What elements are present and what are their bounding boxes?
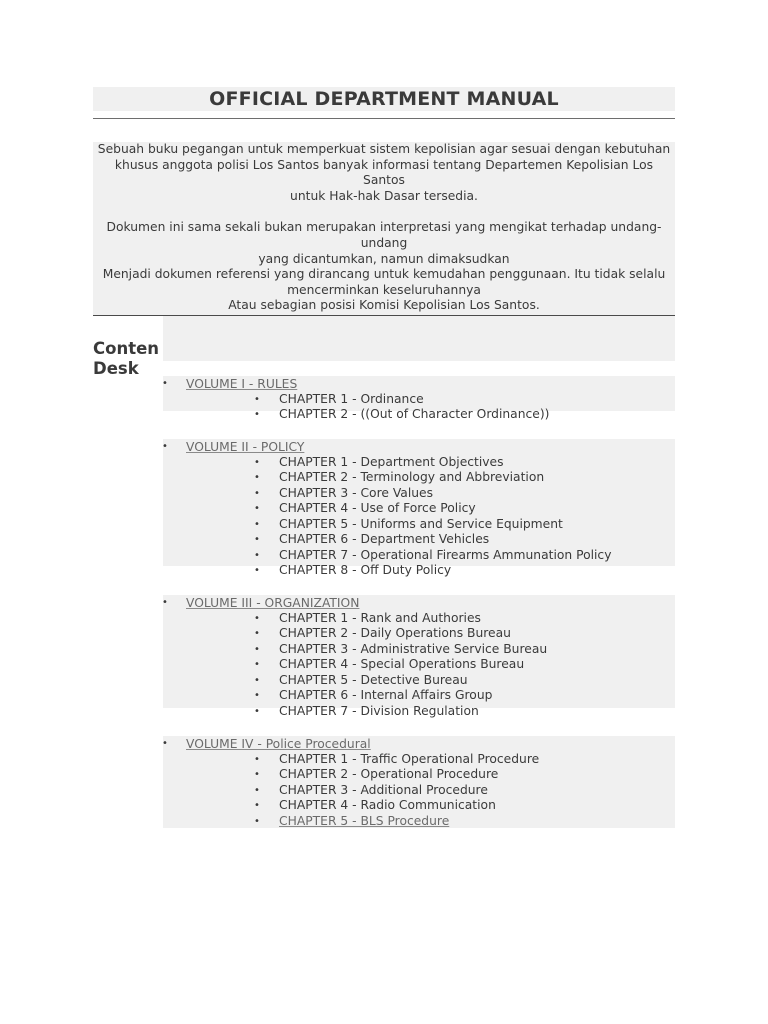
chapter-label: CHAPTER 6 - Department Vehicles — [279, 532, 490, 547]
chapter-item — [163, 548, 675, 564]
chapter-item — [163, 657, 675, 673]
toc-volume — [163, 736, 675, 830]
intro-line: Dokumen ini sama sekali bukan merupakan interpretasi yang mengikat terhadap undang-undang — [106, 220, 662, 250]
intro-line: Menjadi dokumen referensi yang dirancang untuk kemudahan penggunaan. Itu tidak selalu — [102, 267, 666, 282]
chapter-item — [163, 642, 675, 658]
bullet-icon: • — [254, 456, 260, 468]
volume-link[interactable]: VOLUME III - ORGANIZATION — [186, 595, 360, 610]
chapter-link[interactable]: CHAPTER 5 - BLS Procedure — [279, 813, 450, 828]
page-title: OFFICIAL DEPARTMENT MANUAL — [93, 87, 675, 111]
intro-line: Atau sebagian posisi Komisi Kepolisian Los Santos. — [228, 298, 540, 313]
chapter-label: CHAPTER 3 - Additional Procedure — [279, 782, 488, 797]
intro-section — [93, 142, 675, 315]
bullet-icon: • — [254, 503, 260, 515]
chapter-label: CHAPTER 1 - Rank and Authories — [279, 610, 481, 625]
chapter-item — [163, 673, 675, 689]
chapter-label: CHAPTER 1 - Ordinance — [279, 391, 424, 406]
bullet-icon: • — [254, 409, 260, 421]
chapter-item — [163, 626, 675, 642]
bullet-icon: • — [254, 674, 260, 686]
chapter-list — [163, 455, 675, 579]
chapter-item — [163, 688, 675, 704]
chapter-label: CHAPTER 6 - Internal Affairs Group — [279, 688, 493, 703]
chapter-label: CHAPTER 2 - Daily Operations Bureau — [279, 626, 511, 641]
bullet-icon: • — [254, 690, 260, 702]
table-of-contents — [93, 316, 675, 828]
chapter-item[interactable] — [163, 814, 675, 830]
chapter-label: CHAPTER 1 - Traffic Operational Procedure — [279, 751, 540, 766]
chapter-label: CHAPTER 5 - Detective Bureau — [279, 672, 468, 687]
chapter-label: CHAPTER 2 - ((Out of Character Ordinance)) — [279, 407, 550, 422]
chapter-label: CHAPTER 7 - Operational Firearms Ammunation Policy — [279, 547, 612, 562]
bullet-icon: • — [254, 549, 260, 561]
toc-heading: Conten Desk — [93, 339, 163, 379]
chapter-item — [163, 532, 675, 548]
bullet-icon: • — [254, 393, 260, 405]
intro-line: yang dicantumkan, namun dimaksudkan — [258, 251, 510, 266]
chapter-label: CHAPTER 1 - Department Objectives — [279, 454, 504, 469]
chapter-label: CHAPTER 2 - Terminology and Abbreviation — [279, 470, 545, 485]
bullet-icon: • — [162, 440, 168, 452]
intro-line: Sebuah buku pegangan untuk memperkuat sistem kepolisian agar sesuai dengan kebutuhan — [97, 142, 671, 156]
chapter-item — [163, 486, 675, 502]
bullet-icon: • — [254, 643, 260, 655]
chapter-item — [163, 470, 675, 486]
bullet-icon: • — [254, 769, 260, 781]
chapter-item — [163, 767, 675, 783]
bullet-icon: • — [254, 628, 260, 640]
chapter-label: CHAPTER 7 - Division Regulation — [279, 703, 479, 718]
bullet-icon: • — [254, 472, 260, 484]
toc-volume — [163, 595, 675, 720]
chapter-label: CHAPTER 3 - Core Values — [279, 485, 434, 500]
toc-volume — [163, 376, 675, 423]
intro-line: khusus anggota polisi Los Santos banyak informasi tentang Departemen Kepolisian Los Santos — [114, 157, 654, 188]
chapter-label: CHAPTER 4 - Use of Force Policy — [279, 501, 476, 516]
chapter-item — [163, 455, 675, 471]
chapter-item — [163, 407, 675, 423]
bullet-icon: • — [254, 565, 260, 577]
chapter-label: CHAPTER 8 - Off Duty Policy — [279, 563, 452, 578]
chapter-item — [163, 517, 675, 533]
volume-title — [163, 736, 675, 752]
toc-volume — [163, 439, 675, 579]
bullet-icon: • — [254, 800, 260, 812]
chapter-item — [163, 501, 675, 517]
chapter-list — [163, 752, 675, 830]
volume-title — [163, 595, 675, 611]
chapter-label: CHAPTER 4 - Radio Communication — [279, 798, 496, 813]
chapter-label: CHAPTER 4 - Special Operations Bureau — [279, 657, 525, 672]
bullet-icon: • — [162, 596, 168, 608]
manual-page — [93, 87, 675, 828]
volume-spacer — [163, 361, 675, 376]
volume-title — [163, 376, 675, 392]
bullet-icon: • — [254, 705, 260, 717]
chapter-item — [163, 611, 675, 627]
bullet-icon: • — [254, 487, 260, 499]
bullet-icon: • — [162, 377, 168, 389]
chapter-item — [163, 752, 675, 768]
chapter-label: CHAPTER 5 - Uniforms and Service Equipment — [279, 516, 563, 531]
bullet-icon: • — [254, 518, 260, 530]
chapter-item — [163, 392, 675, 408]
bullet-icon: • — [162, 737, 168, 749]
chapter-list — [163, 611, 675, 720]
intro-line: untuk Hak-hak Dasar tersedia. — [290, 188, 478, 203]
chapter-item — [163, 704, 675, 720]
chapter-item — [163, 563, 675, 579]
chapter-item — [163, 783, 675, 799]
bullet-icon: • — [254, 534, 260, 546]
volume-title — [163, 439, 675, 455]
bullet-icon: • — [254, 612, 260, 624]
bullet-icon: • — [254, 753, 260, 765]
bullet-icon: • — [254, 815, 260, 827]
toc-margin — [93, 316, 163, 828]
chapter-item — [163, 798, 675, 814]
chapter-label: CHAPTER 2 - Operational Procedure — [279, 767, 499, 782]
title-divider — [93, 118, 675, 119]
bullet-icon: • — [254, 784, 260, 796]
chapter-label: CHAPTER 3 - Administrative Service Bureau — [279, 641, 548, 656]
intro-line: mencerminkan keseluruhannya — [287, 282, 481, 297]
volume-link[interactable]: VOLUME I - RULES — [186, 376, 298, 391]
volume-link[interactable]: VOLUME II - POLICY — [186, 439, 305, 454]
volume-link[interactable]: VOLUME IV - Police Procedural — [186, 736, 371, 751]
chapter-list — [163, 392, 675, 423]
bullet-icon: • — [254, 659, 260, 671]
